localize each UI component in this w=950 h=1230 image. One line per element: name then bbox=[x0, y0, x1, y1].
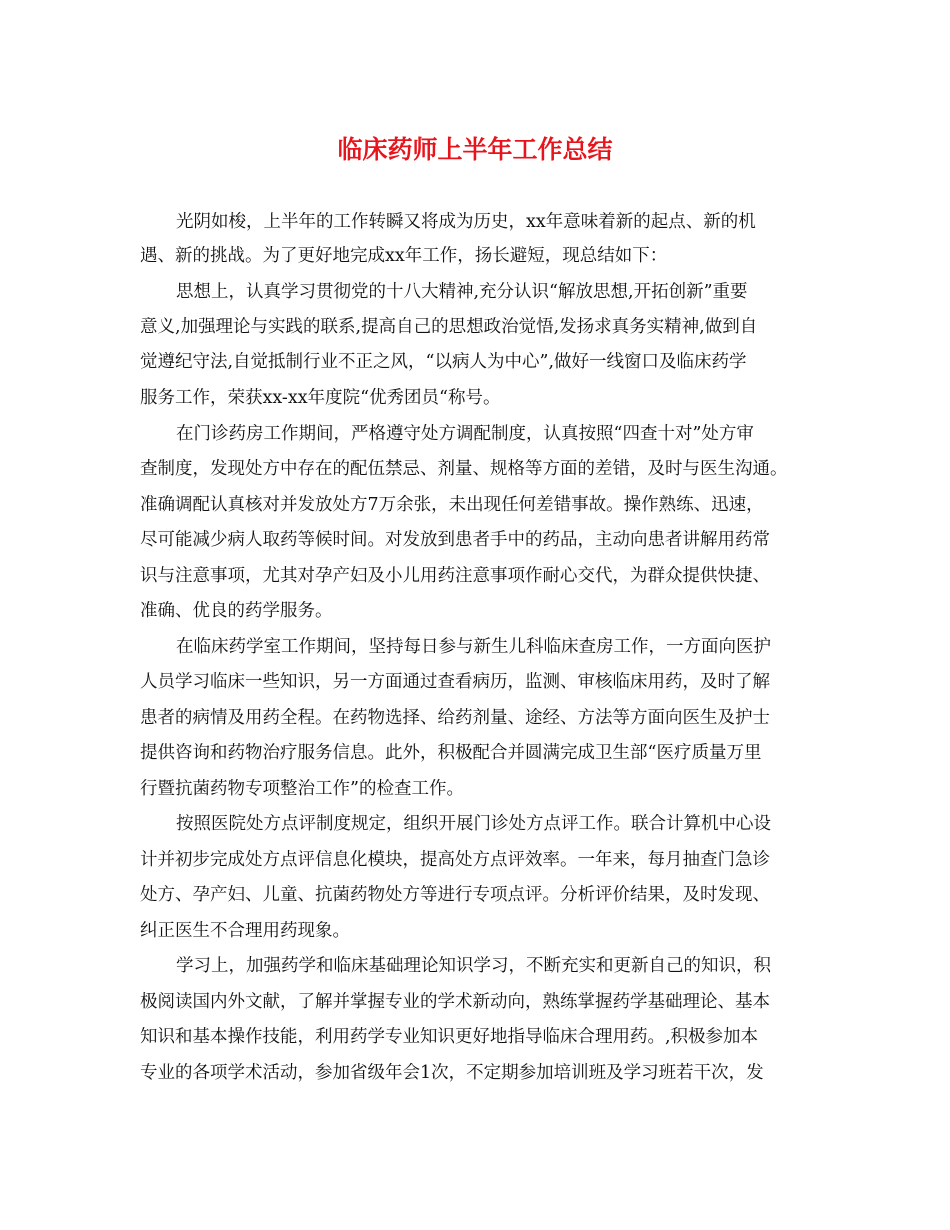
body-line-9: 准确调配认真核对并发放处方7万余张，未出现任何差错事故。操作熟练、迅速， bbox=[140, 495, 764, 515]
body-line-14: 人员学习临床一些知识，另一方面通过查看病历，监测、审核临床用药，及时了解 bbox=[140, 672, 770, 692]
body-line-1: 光阴如梭，上半年的工作转瞬又将成为历史，xx年意味着新的起点、新的机 bbox=[176, 212, 756, 232]
body-line-6: 服务工作，荣获xx-xx年度院“优秀团员“称号。 bbox=[140, 388, 501, 408]
body-line-12: 准确、优良的药学服务。 bbox=[140, 601, 333, 621]
body-line-17: 行暨抗菌药物专项整治工作”的检查工作。 bbox=[140, 779, 464, 799]
body-line-21: 纠正医生不合理用药现象。 bbox=[140, 921, 350, 941]
body-line-18: 按照医院处方点评制度规定，组织开展门诊处方点评工作。联合计算机中心设 bbox=[176, 814, 771, 834]
body-line-5: 觉遵纪守法,自觉抵制行业不正之风，“以病人为中心”,做好一线窗口及临床药学 bbox=[140, 352, 747, 372]
body-line-3: 思想上，认真学习贯彻党的十八大精神,充分认识“解放思想,开拓创新”重要 bbox=[176, 282, 748, 302]
body-line-15: 患者的病情及用药全程。在药物选择、给药剂量、途经、方法等方面向医生及护士 bbox=[140, 708, 770, 728]
body-line-20: 处方、孕产妇、儿童、抗菌药物处方等进行专项点评。分析评价结果，及时发现、 bbox=[140, 885, 770, 905]
body-line-7: 在门诊药房工作期间，严格遵守处方调配制度，认真按照“四查十对”处方审 bbox=[176, 424, 754, 444]
body-line-19: 计并初步完成处方点评信息化模块，提高处方点评效率。一年来，每月抽查门急诊 bbox=[140, 850, 770, 870]
body-line-24: 知识和基本操作技能，利用药学专业知识更好地指导临床合理用药。,积极参加本 bbox=[140, 1027, 759, 1047]
body-line-2: 遇、新的挑战。为了更好地完成xx年工作，扬长避短，现总结如下： bbox=[140, 246, 668, 266]
body-line-11: 识与注意事项，尤其对孕产妇及小儿用药注意事项作耐心交代，为群众提供快捷、 bbox=[140, 566, 770, 586]
body-line-25: 专业的各项学术活动，参加省级年会1次，不定期参加培训班及学习班若干次，发 bbox=[140, 1063, 764, 1083]
body-line-10: 尽可能减少病人取药等候时间。对发放到患者手中的药品，主动向患者讲解用药常 bbox=[140, 530, 770, 550]
body-line-16: 提供咨询和药物治疗服务信息。此外，积极配合并圆满完成卫生部“医疗质量万里 bbox=[140, 743, 762, 763]
body-line-23: 极阅读国内外文献，了解并掌握专业的学术新动向，熟练掌握药学基础理论、基本 bbox=[140, 992, 770, 1012]
body-line-8: 查制度，发现处方中存在的配伍禁忌、剂量、规格等方面的差错，及时与医生沟通。 bbox=[140, 459, 788, 479]
body-line-22: 学习上，加强药学和临床基础理论知识学习，不断充实和更新自己的知识，积 bbox=[176, 956, 771, 976]
body-line-4: 意义,加强理论与实践的联系,提高自己的思想政治觉悟,发扬求真务实精神,做到自 bbox=[140, 317, 758, 337]
body-line-13: 在临床药学室工作期间，坚持每日参与新生儿科临床查房工作，一方面向医护 bbox=[176, 637, 771, 657]
document-title: 临床药师上半年工作总结 bbox=[337, 135, 613, 164]
